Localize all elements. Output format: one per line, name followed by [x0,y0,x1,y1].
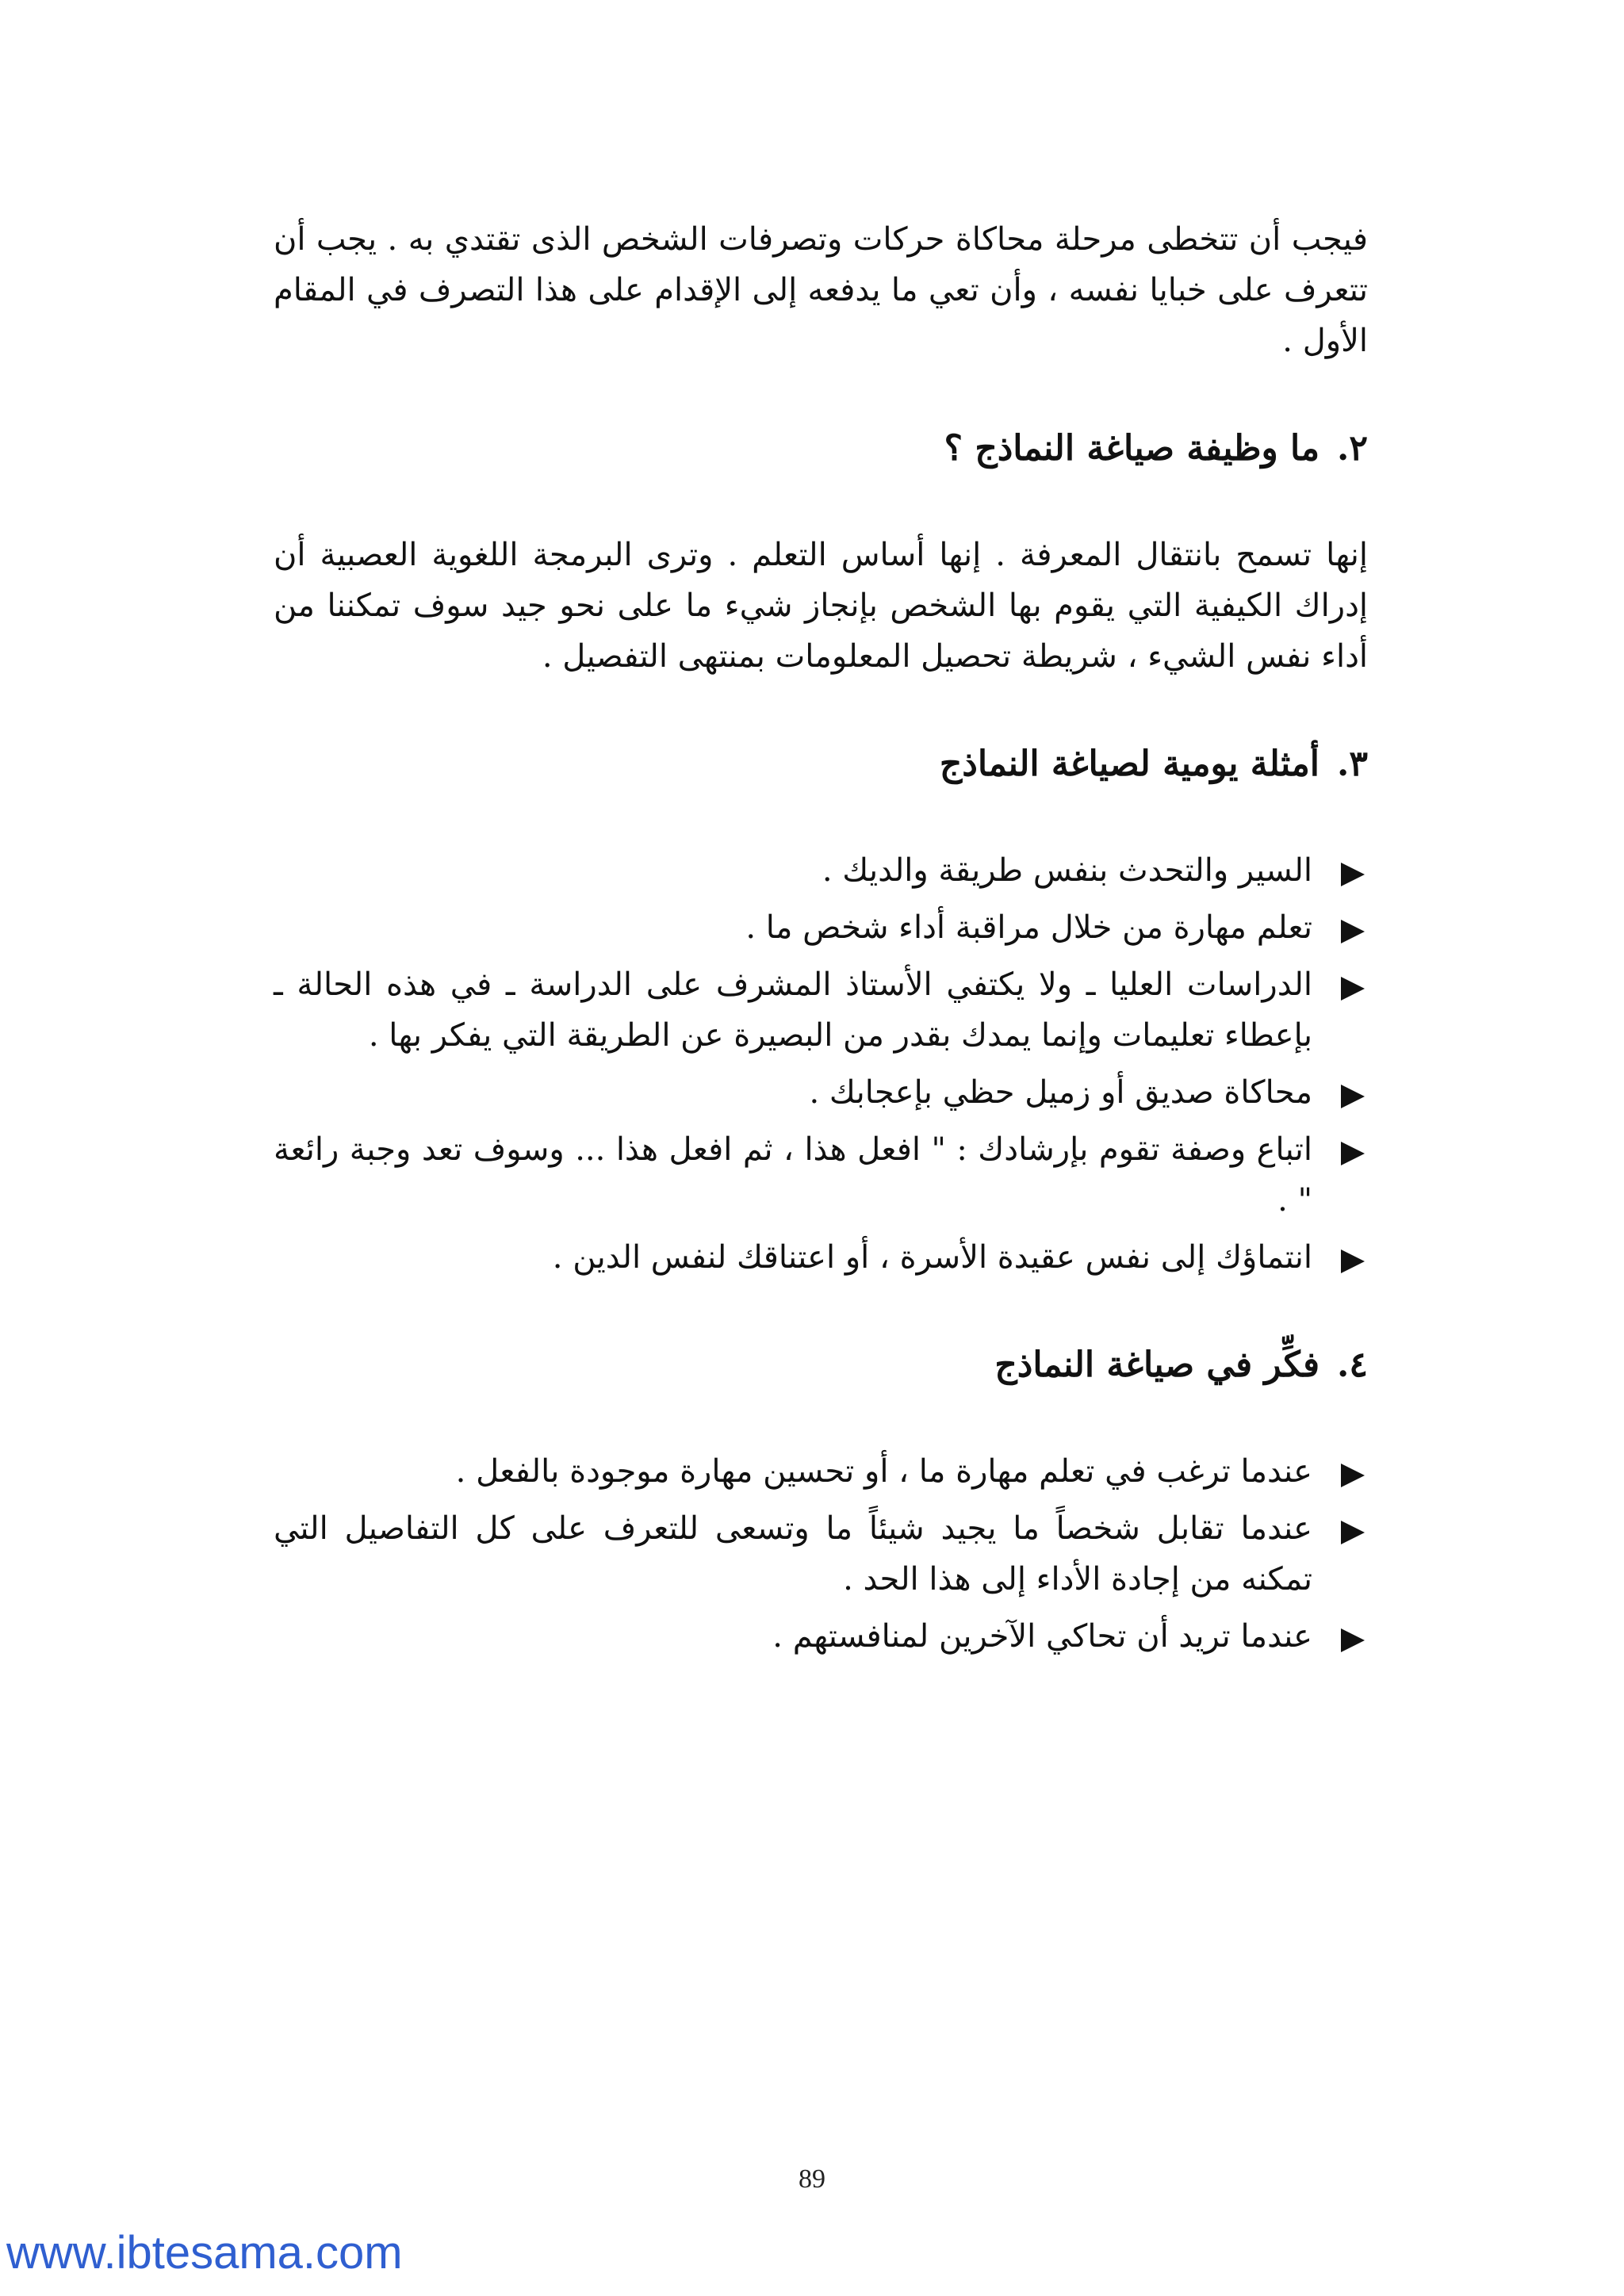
intro-paragraph: فيجب أن تتخطى مرحلة محاكاة حركات وتصرفات الشخص الذى تقتدي به . يجب أن تتعرف على خبايا نفسه ، وأن تعي ما يدفعه إلى الإقدام على هذا التصرف في المقام الأول . [274,221,1368,359]
triangle-left-icon [1341,920,1365,943]
list-item [274,902,1368,953]
list-item-text: عندما تريد أن تحاكي الآخرين لمنافستهم . [772,1618,1312,1655]
triangle-left-icon [1341,1142,1365,1165]
list-item-text: تعلم مهارة من خلال مراقبة أداء شخص ما . [745,909,1312,946]
section-paragraph: إنها تسمح بانتقال المعرفة . إنها أساس التعلم . وترى البرمجة اللغوية العصبية أن إدراك الكيفية التي يقوم بها الشخص بإنجاز شيء ما على نحو جيد سوف تمكننا من أداء نفس الشيء ، شريطة تحصيل المعلومات بمنتهى التفصيل . [274,537,1368,675]
page-content [274,214,1368,1719]
triangle-left-icon [1341,1085,1365,1108]
section-number: ٤. [1337,1345,1368,1385]
list-item [274,1611,1368,1662]
list-item-text: محاكاة صديق أو زميل حظي بإعجابك . [809,1074,1312,1111]
list-item [274,1124,1368,1226]
triangle-left-icon [1341,1628,1365,1652]
section-heading-2 [274,423,1368,474]
list-item-text: عندما ترغب في تعلم مهارة ما ، أو تحسين مهارة موجودة بالفعل . [455,1453,1312,1490]
triangle-left-icon [1341,1464,1365,1487]
list-item-text: الدراسات العليا ـ ولا يكتفي الأستاذ المشرف على الدراسة ـ في هذه الحالة ـ بإعطاء تعليمات وإنما يمدك بقدر من البصيرة عن الطريقة التي يفكر بها . [274,966,1312,1054]
section-title: أمثلة يومية لصياغة النماذج [939,744,1320,784]
bullet-list-examples [274,845,1368,1283]
section-title: ما وظيفة صياغة النماذج ؟ [944,428,1320,469]
list-item [274,1232,1368,1283]
watermark-url: www.ibtesama.com [6,2227,403,2279]
list-item-text: انتماؤك إلى نفس عقيدة الأسرة ، أو اعتناقك لنفس الدين . [552,1239,1312,1276]
list-item [274,1067,1368,1118]
list-item-text: اتباع وصفة تقوم بإرشادك : " افعل هذا ، ثم افعل هذا ... وسوف تعد وجبة رائعة " . [274,1131,1312,1219]
list-item-text: عندما تقابل شخصاً ما يجيد شيئاً ما وتسعى للتعرف على كل التفاصيل التي تمكنه من إجادة الأداء إلى هذا الحد . [274,1510,1312,1598]
bullet-list-when [274,1446,1368,1662]
list-item [274,1503,1368,1605]
triangle-left-icon [1341,863,1365,886]
triangle-left-icon [1341,1249,1365,1273]
section-heading-3 [274,739,1368,790]
list-item [274,959,1368,1061]
list-item [274,1446,1368,1497]
triangle-left-icon [1341,977,1365,1001]
list-item-text: السير والتحدث بنفس طريقة والديك . [822,852,1312,889]
triangle-left-icon [1341,1521,1365,1544]
section-number: ٣. [1337,744,1368,784]
section-title: فكِّر في صياغة النماذج [994,1345,1320,1385]
list-item [274,845,1368,896]
page-number: 89 [799,2164,825,2194]
section-heading-4 [274,1340,1368,1391]
section-number: ٢. [1337,428,1368,469]
